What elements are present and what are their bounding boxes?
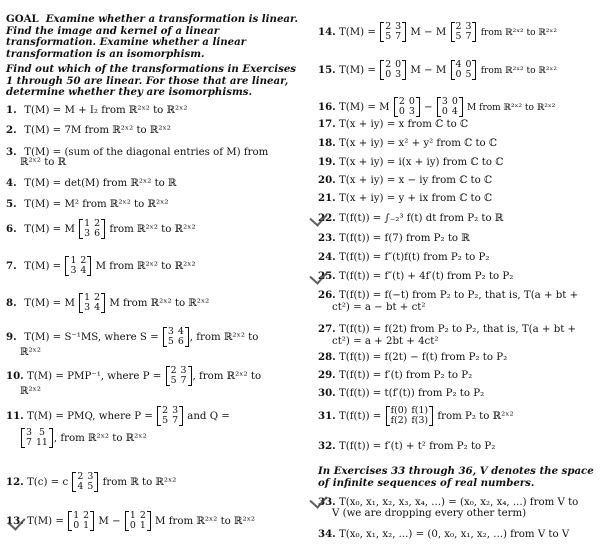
exercise-text: and Q = (187, 411, 230, 422)
exercise-text: T(f(t)) = f(2t) − f(t) from P₂ to P₂ (338, 352, 508, 363)
exercise-number: 12. (6, 476, 24, 488)
exercise-6 (6, 219, 306, 239)
exercise-12 (6, 472, 306, 492)
exercise-text: T(M) = PMP⁻¹, where P = (26, 371, 162, 382)
exercise-text: M − M (410, 27, 447, 38)
matrix: 2 3 4 5 (72, 472, 98, 492)
exercise-number: 15. (318, 64, 336, 76)
exercise-text: M from ℝ²ˣ² to ℝ²ˣ² (109, 298, 210, 309)
exercise-31 (318, 406, 602, 426)
exercise-32 (318, 440, 602, 454)
exercise-number: 6. (6, 223, 17, 235)
exercise-23 (318, 232, 602, 246)
exercise-text: T(M) = M + I₂ from ℝ²ˣ² to ℝ²ˣ² (24, 105, 188, 116)
exercise-number: 1. (6, 104, 17, 116)
exercise-text: from ℝ²ˣ² to ℝ²ˣ² (480, 28, 557, 38)
exercise-text: T(M) = (26, 516, 64, 527)
exercise-number: 27. (318, 323, 336, 335)
exercise-text: T(M) = (24, 261, 62, 272)
exercise-text: T(x + iy) = y + ix from ℂ to ℂ (338, 193, 493, 204)
matrix: 2 3 5 7 (380, 22, 406, 42)
matrix: f(0) f(1) f(2) f(3) (386, 406, 434, 426)
exercise-number: 33. (318, 496, 336, 508)
exercise-19 (318, 156, 602, 170)
exercise-29 (318, 369, 602, 383)
exercise-text: from P₂ to ℝ²ˣ² (437, 411, 514, 422)
exercise-text: M from ℝ²ˣ² to ℝ²ˣ² (155, 516, 255, 527)
matrix: 2 3 5 7 (157, 406, 183, 426)
exercise-number: 4. (6, 177, 17, 189)
exercise-number: 19. (318, 156, 336, 168)
matrix: 1 2 0 1 (68, 511, 94, 531)
exercise-text: T(M) = M (24, 298, 75, 309)
exercise-9 (6, 327, 306, 347)
exercise-number: 17. (318, 118, 336, 130)
exercise-text: T(f(t)) = f(7) from P₂ to ℝ (338, 233, 470, 244)
matrix: 2 3 5 7 (451, 22, 477, 42)
exercise-26 (318, 289, 602, 303)
exercise-16 (318, 97, 602, 117)
exercise-5 (6, 198, 306, 212)
exercise-25 (318, 270, 602, 284)
exercise-15 (318, 60, 602, 80)
exercise-number: 10. (6, 370, 24, 382)
exercise-number: 34. (318, 528, 336, 540)
exercise-number: 29. (318, 369, 336, 381)
exercise-text: T(M) = M (338, 102, 390, 113)
exercise-text: M from ℝ²ˣ² to ℝ²ˣ² (467, 103, 556, 113)
exercise-text: T(x + iy) = x² + y² from ℂ to ℂ (338, 138, 498, 149)
exercise-text: − (424, 102, 433, 113)
exercise-text: M − M (410, 65, 447, 76)
exercise-number: 26. (318, 289, 336, 301)
exercise-text: T(M) = 7M from ℝ²ˣ² to ℝ²ˣ² (24, 125, 171, 136)
matrix: 1 2 3 6 (79, 219, 105, 239)
matrix: 2 0 0 3 (394, 97, 420, 117)
goal-paragraph (6, 14, 306, 60)
exercise-text: T(c) = c (26, 477, 69, 488)
exercise-34 (318, 528, 602, 542)
exercise-4 (6, 177, 306, 191)
exercise-number: 32. (318, 440, 336, 452)
exercise-text: T(f(t)) = f′(t) + t² from P₂ to P₂ (338, 441, 496, 452)
matrix: 1 2 3 4 (79, 293, 105, 313)
exercise-text: , from ℝ²ˣ² to ℝ²ˣ² (53, 433, 147, 444)
exercise-1 (6, 104, 306, 118)
matrix: 4 0 0 5 (451, 60, 477, 80)
exercise-text: T(f(t)) = f″(t) + 4f′(t) from P₂ to P₂ (338, 271, 514, 282)
exercise-text: T(f(t)) = f(2t) from P₂ to P₂, that is, T(a + bt + (338, 324, 577, 335)
exercise-8 (6, 293, 306, 313)
exercise-33-cont: V (we are dropping every other term) (332, 508, 527, 519)
exercise-number: 3. (6, 146, 17, 158)
exercise-text: T(M) = M² from ℝ²ˣ² to ℝ²ˣ² (24, 199, 169, 210)
exercise-text: T(x + iy) = x from ℂ to ℂ (338, 119, 469, 130)
exercise-number: 16. (318, 101, 336, 113)
matrix: 1 2 3 4 (65, 256, 91, 276)
exercise-10-cont: ℝ²ˣ² (20, 386, 41, 397)
exercise-number: 31. (318, 410, 336, 422)
exercise-text: from ℝ to ℝ²ˣ² (102, 477, 177, 488)
exercise-24 (318, 251, 602, 265)
exercise-18 (318, 137, 602, 151)
exercise-text: M − (98, 516, 121, 527)
exercise-9-cont: ℝ²ˣ² (20, 347, 41, 358)
exercise-number: 8. (6, 297, 17, 309)
exercise-number: 7. (6, 260, 17, 272)
exercise-number: 25. (318, 270, 336, 282)
matrix: 2 3 5 7 (166, 366, 192, 386)
exercise-text: T(f(t)) = f′(t) from P₂ to P₂ (338, 370, 473, 381)
exercise-text: T(M) = M (24, 224, 75, 235)
exercise-number: 11. (6, 410, 24, 422)
exercise-text: T(x₀, x₁, x₂, x₃, x₄, ...) = (x₀, x₂, x₄, ...) from V to (338, 497, 579, 508)
exercise-text: T(x₀, x₁, x₂, ...) = (0, x₀, x₁, x₂, ...) from V to V (338, 529, 570, 540)
exercise-number: 28. (318, 351, 336, 363)
exercise-text: from ℝ²ˣ² to ℝ²ˣ² (109, 224, 196, 235)
sequence-note: In Exercises 33 through 36, V denotes the space of infinite sequences of real numbers. (318, 465, 594, 489)
exercise-20 (318, 174, 602, 188)
find-paragraph: Find out which of the transformations in Exercises 1 through 50 are linear. For those that are linear, determine whether they are isomorphisms. (6, 63, 297, 99)
exercise-3-cont: ℝ²ˣ² to ℝ (20, 157, 67, 168)
exercise-number: 5. (6, 198, 17, 210)
exercise-number: 9. (6, 331, 17, 343)
exercise-text: T(f(t)) = t(f′(t)) from P₂ to P₂ (338, 388, 485, 399)
exercise-27 (318, 323, 602, 337)
exercise-number: 22. (318, 212, 336, 224)
exercise-text: , from ℝ²ˣ² to (189, 332, 259, 343)
goal-text: Examine whether a transformation is linear. Find the image and kernel of a linear transformation. Examine whether a linear transformation is an isomorphism. (6, 13, 299, 60)
exercise-text: T(x + iy) = i(x + iy) from ℂ to ℂ (338, 157, 504, 168)
exercise-text: T(f(t)) = f″(t)f(t) from P₂ to P₂ (338, 252, 490, 263)
exercise-text: T(M) = (sum of the diagonal entries of M) from (24, 147, 269, 158)
exercise-text: T(f(t)) = (338, 411, 382, 422)
exercise-number: 24. (318, 251, 336, 263)
exercise-7 (6, 256, 306, 276)
exercise-number: 14. (318, 26, 336, 38)
exercise-17 (318, 118, 602, 132)
exercise-2 (6, 124, 306, 138)
exercise-11-cont (6, 428, 306, 448)
matrix: 1 2 0 1 (125, 511, 151, 531)
matrix: 3 4 5 6 (163, 327, 189, 347)
exercise-28 (318, 351, 602, 365)
exercise-text: T(M) = (338, 27, 376, 38)
exercise-number: 13. (6, 515, 24, 527)
exercise-22 (318, 212, 602, 226)
exercise-text: T(M) = S⁻¹MS, where S = (24, 332, 159, 343)
matrix: 3 5 7 11 (21, 428, 53, 448)
exercise-text: T(M) = (338, 65, 376, 76)
matrix: 2 0 0 3 (380, 60, 406, 80)
exercise-27-cont: ct²) = a + 2bt + 4ct² (332, 336, 439, 347)
exercise-number: 2. (6, 124, 17, 136)
exercise-26-cont: ct²) = a − bt + ct² (332, 302, 426, 313)
exercise-13 (6, 511, 306, 531)
exercise-21 (318, 192, 602, 206)
exercise-number: 18. (318, 137, 336, 149)
exercise-14 (318, 22, 602, 42)
exercise-text: , from ℝ²ˣ² to (192, 371, 262, 382)
exercise-30 (318, 387, 602, 401)
exercise-text: T(x + iy) = x − iy from ℂ to ℂ (338, 175, 493, 186)
exercise-text: T(M) = det(M) from ℝ²ˣ² to ℝ (24, 178, 177, 189)
exercise-text: from ℝ²ˣ² to ℝ²ˣ² (480, 66, 557, 76)
exercise-10 (6, 366, 306, 386)
exercise-text: T(M) = PMQ, where P = (26, 411, 153, 422)
exercise-11 (6, 406, 306, 426)
exercise-number: 21. (318, 192, 336, 204)
exercise-text: M from ℝ²ˣ² to ℝ²ˣ² (95, 261, 196, 272)
exercise-number: 30. (318, 387, 336, 399)
exercise-text: T(f(t)) = ∫₋₂³ f(t) dt from P₂ to ℝ (338, 213, 504, 224)
exercise-number: 23. (318, 232, 336, 244)
exercise-number: 20. (318, 174, 336, 186)
goal-label: GOAL (6, 13, 39, 25)
exercise-text: T(f(t)) = f(−t) from P₂ to P₂, that is, T(a + bt + (338, 290, 579, 301)
matrix: 3 0 0 4 (437, 97, 463, 117)
